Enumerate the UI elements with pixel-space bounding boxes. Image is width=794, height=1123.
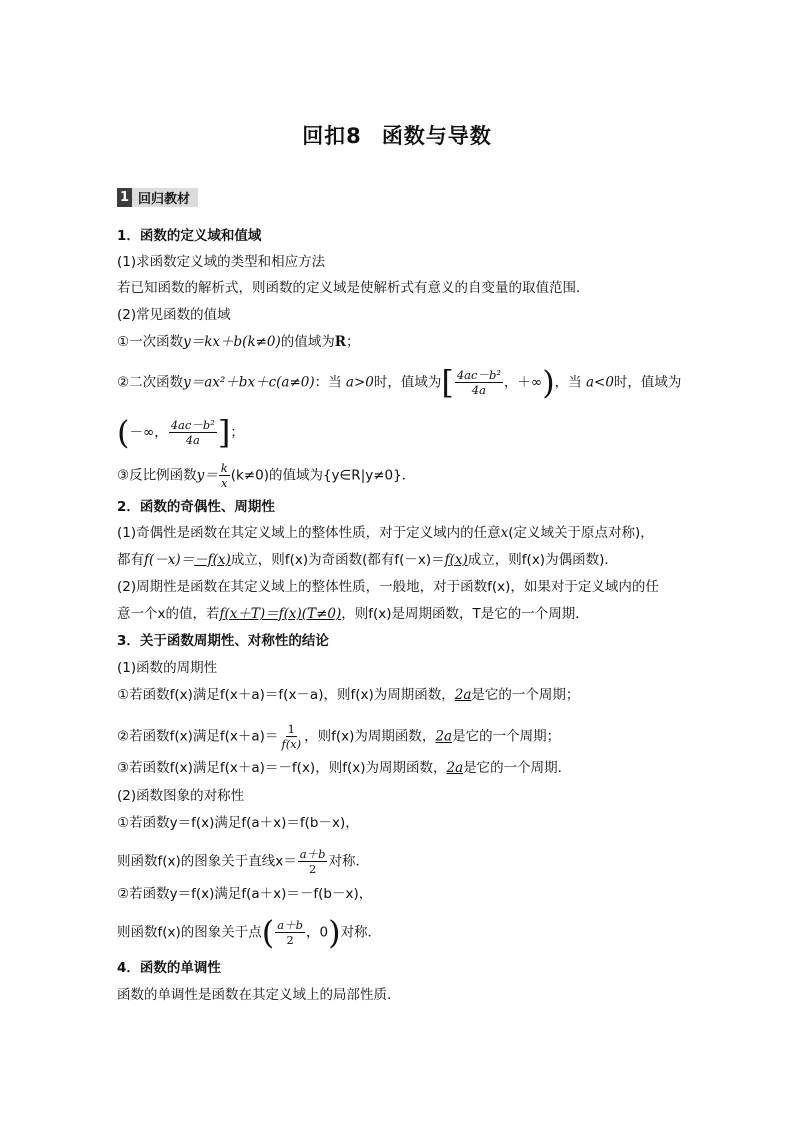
domain-definition-text: 若已知函数的解析式，则函数的定义域是使解析式有意义的自变量的取值范围．: [117, 280, 590, 296]
parity-text-1: (1)奇偶性是函数在其定义域上的整体性质，对于定义域内的任意x(定义域关于原点对称)，: [117, 525, 654, 541]
page-title: [0, 120, 794, 150]
symmetry-rule-1: ①若函数y＝f(x)满足f(a＋x)＝f(b－x)，: [117, 815, 359, 831]
inverse-function-range: ③反比例函数y＝ $\frac{k}{x}$ (k≠0)的值域为{y∈R|y≠0}．: [117, 461, 416, 490]
heading-monotonicity: 4．函数的单调性: [117, 960, 221, 976]
period-rule-1: ①若函数f(x)满足f(x＋a)＝f(x－a)，则f(x)为周期函数，2a是它的一个周期；: [117, 687, 580, 703]
subheading-periodicity: (1)函数的周期性: [117, 660, 218, 676]
title-topic: 函数与导数: [381, 124, 492, 148]
subheading-symmetry: (2)函数图象的对称性: [117, 788, 245, 804]
symmetry-rule-2: ②若函数y＝f(x)满足f(a＋x)＝－f(b－x)，: [117, 886, 373, 902]
subheading-common-ranges: (2)常见函数的值域: [117, 307, 231, 323]
section-badge: [117, 188, 198, 207]
heading-parity-period: 2．函数的奇偶性、周期性: [117, 499, 275, 515]
period-rule-2: ②若函数f(x)满足f(x＋a)＝ $\frac{1}{f(x)}$ ，则f(x)为周期函数，2a是它的一个周期；: [117, 722, 561, 751]
title-label: 回扣8: [302, 124, 362, 148]
section-number: 1: [117, 188, 132, 207]
heading-period-symmetry: 3．关于函数周期性、对称性的结论: [117, 633, 329, 649]
quadratic-function-range: ②二次函数y＝ax²＋bx＋c(a≠0)：当 a>0时，值域为[ $\frac{\text{4ac－b²}}{4a}$ ，＋∞)，当 a<0时，值域为: [117, 363, 682, 402]
subheading-domain-methods: (1)求函数定义域的类型和相应方法: [117, 254, 326, 270]
symmetry-rule-2-conclusion: 则函数f(x)的图象关于点( $\frac{a+b}{2}$ ，0)对称．: [117, 913, 382, 952]
symmetry-rule-1-conclusion: 则函数f(x)的图象关于直线x＝ $\frac{a+b}{2}$ 对称．: [117, 847, 369, 876]
heading-domain-range: 1．函数的定义域和值域: [117, 228, 262, 244]
period-text-1: (2)周期性是函数在其定义域上的整体性质，一般地，对于函数f(x)，如果对于定义域内的任: [117, 579, 659, 595]
period-rule-3: ③若函数f(x)满足f(x＋a)＝－f(x)，则f(x)为周期函数，2a是它的一个周期．: [117, 760, 572, 776]
parity-text-2: 都有f(－x)＝－f(x)成立，则f(x)为奇函数(都有f(－x)＝f(x)成立，则f(x)为偶函数)．: [117, 552, 618, 568]
section-label: 回归教材: [138, 192, 191, 207]
monotonicity-text: 函数的单调性是函数在其定义域上的局部性质．: [117, 987, 401, 1003]
period-text-2: 意一个x的值，若f(x＋T)＝f(x)(T≠0)，则f(x)是周期函数，T是它的一个周期．: [117, 606, 589, 622]
linear-function-range: ①一次函数y＝kx＋b(k≠0)的值域为R；: [117, 334, 360, 350]
quadratic-range-negative: (－∞， $\frac{\text{4ac－b²}}{4a}$ ]；: [117, 413, 244, 452]
